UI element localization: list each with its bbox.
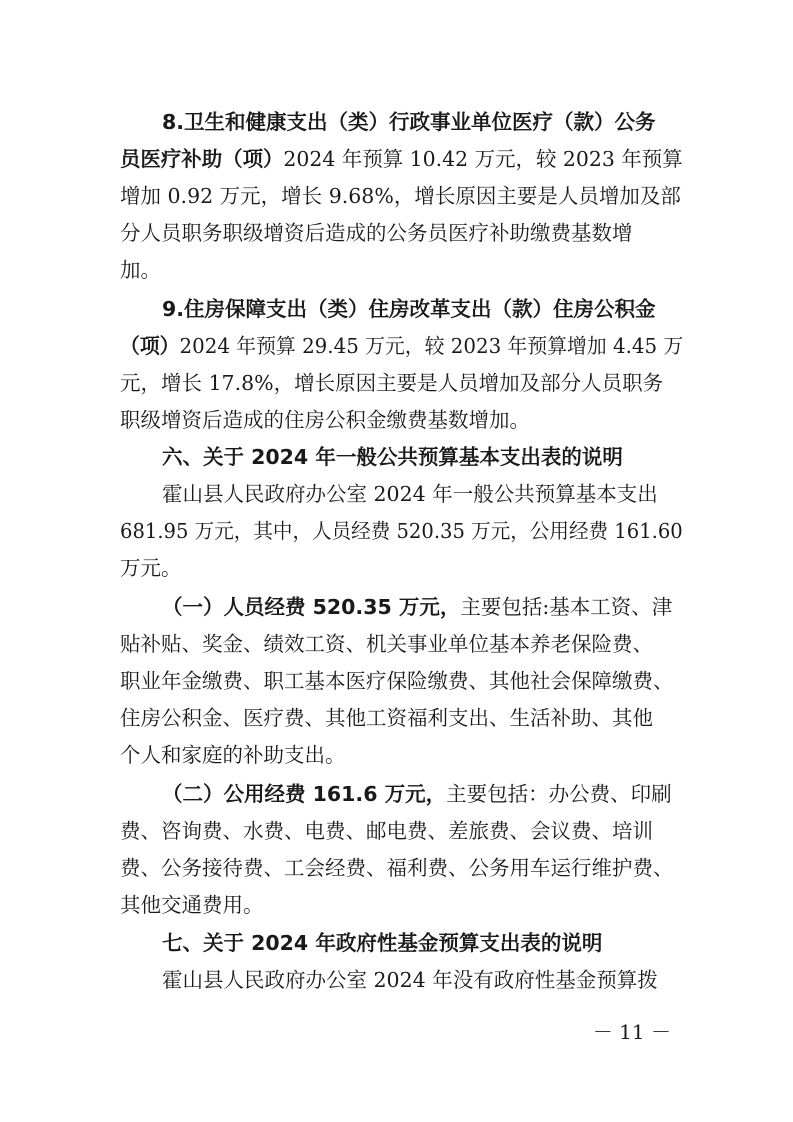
public-line-1 <box>162 776 672 812</box>
p8-line-1: 8.卫生和健康支出（类）行政事业单位医疗（款）公务 <box>162 110 656 134</box>
page-number: － 11 － <box>592 1020 671 1044</box>
p8-line-2 <box>120 141 683 177</box>
p6-line-2: 681.95 万元，其中，人员经费 520.35 万元，公用经费 161.60 <box>120 519 683 543</box>
p9-line-2-bold: （项） <box>120 334 180 358</box>
personnel-line-4: 住房公积金、医疗费、其他工资福利支出、生活补助、其他 <box>120 706 653 730</box>
p8-line-3: 增加 0.92 万元，增长 9.68%，增长原因主要是人员增加及部 <box>120 184 681 208</box>
personnel-line-1 <box>162 589 672 625</box>
public-line-1-rest: 主要包括：办公费、印刷 <box>446 782 672 806</box>
p7-line-1: 霍山县人民政府办公室 2024 年没有政府性基金预算拨 <box>162 968 658 992</box>
p9-line-2 <box>120 328 683 364</box>
p9-line-2-rest: 2024 年预算 29.45 万元，较 2023 年预算增加 4.45 万 <box>179 334 684 358</box>
p6-line-3: 万元。 <box>120 556 182 580</box>
p9-line-1: 9.住房保障支出（类）住房改革支出（款）住房公积金 <box>162 297 656 321</box>
p8-line-2-rest: 2024 年预算 10.42 万元，较 2023 年预算 <box>283 147 683 171</box>
personnel-line-5: 个人和家庭的补助支出。 <box>120 743 346 767</box>
section-heading-6: 六、关于 2024 年一般公共预算基本支出表的说明 <box>162 445 623 469</box>
p9-line-3: 元，增长 17.8%，增长原因主要是人员增加及部分人员职务 <box>120 371 664 395</box>
public-line-2: 费、咨询费、水费、电费、邮电费、差旅费、会议费、培训 <box>120 819 653 843</box>
public-line-4: 其他交通费用。 <box>120 893 264 917</box>
public-line-3: 费、公务接待费、工会经费、福利费、公务用车运行维护费、 <box>120 856 674 880</box>
section-heading-7: 七、关于 2024 年政府性基金预算支出表的说明 <box>162 931 603 955</box>
personnel-heading: （一）人员经费 520.35 万元， <box>162 595 461 619</box>
personnel-line-2: 贴补贴、奖金、绩效工资、机关事业单位基本养老保险费、 <box>120 632 653 656</box>
p6-line-1: 霍山县人民政府办公室 2024 年一般公共预算基本支出 <box>162 482 658 506</box>
p9-line-4: 职级增资后造成的住房公积金缴费基数增加。 <box>120 408 530 432</box>
p8-line-2-bold: 员医疗补助（项） <box>120 147 284 171</box>
personnel-line-3: 职业年金缴费、职工基本医疗保险缴费、其他社会保障缴费、 <box>120 669 674 693</box>
public-heading: （二）公用经费 161.6 万元， <box>162 782 447 806</box>
personnel-line-1-rest: 主要包括:基本工资、津 <box>460 595 673 619</box>
p8-line-4: 分人员职务职级增资后造成的公务员医疗补助缴费基数增 <box>120 221 633 245</box>
p8-line-5: 加。 <box>120 258 161 282</box>
